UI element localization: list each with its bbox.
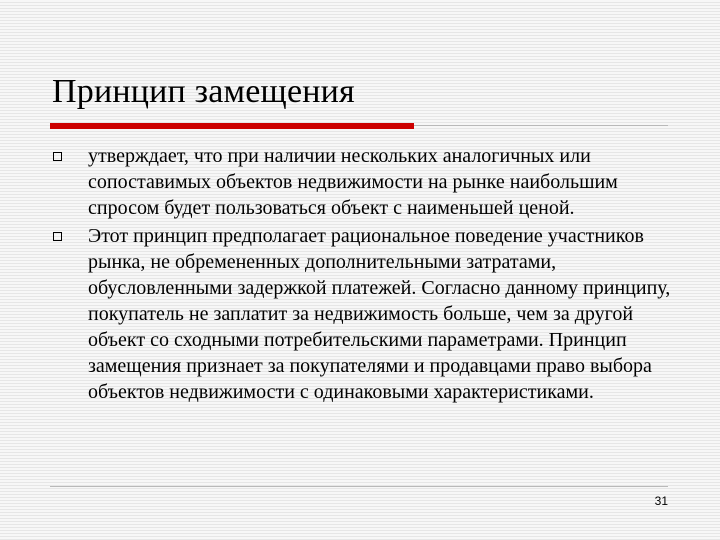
bullet-item-1 [50,143,680,221]
slide-title: Принцип замещения [52,73,355,110]
bullet-text-1: утверждает, что при наличии нескольких аналогичных или сопоставимых объектов недвижимости на рынке наибольшим спросом будет пользоваться объект с наименьшей ценой. [88,145,618,219]
footer-divider [50,486,668,487]
bullet-list [50,143,680,407]
bullet-item-2 [50,223,680,405]
title-accent-bar [50,123,414,129]
page-number: 31 [654,494,668,508]
hollow-square-bullet-icon [53,152,62,161]
bullet-text-2: Этот принцип предполагает рациональное поведение участников рынка, не обремененных дополнительными затратами, обусловленными задержкой платежей. Согласно данному принципу, покупатель не заплатит за недвижимость больше, чем за другой объект со сходными потребительскими параметрами. Принцип замещения признает за покупателями и продавцами право выбора объектов недвижимости с одинаковыми характеристиками. [88,225,671,403]
hollow-square-bullet-icon [53,232,62,241]
